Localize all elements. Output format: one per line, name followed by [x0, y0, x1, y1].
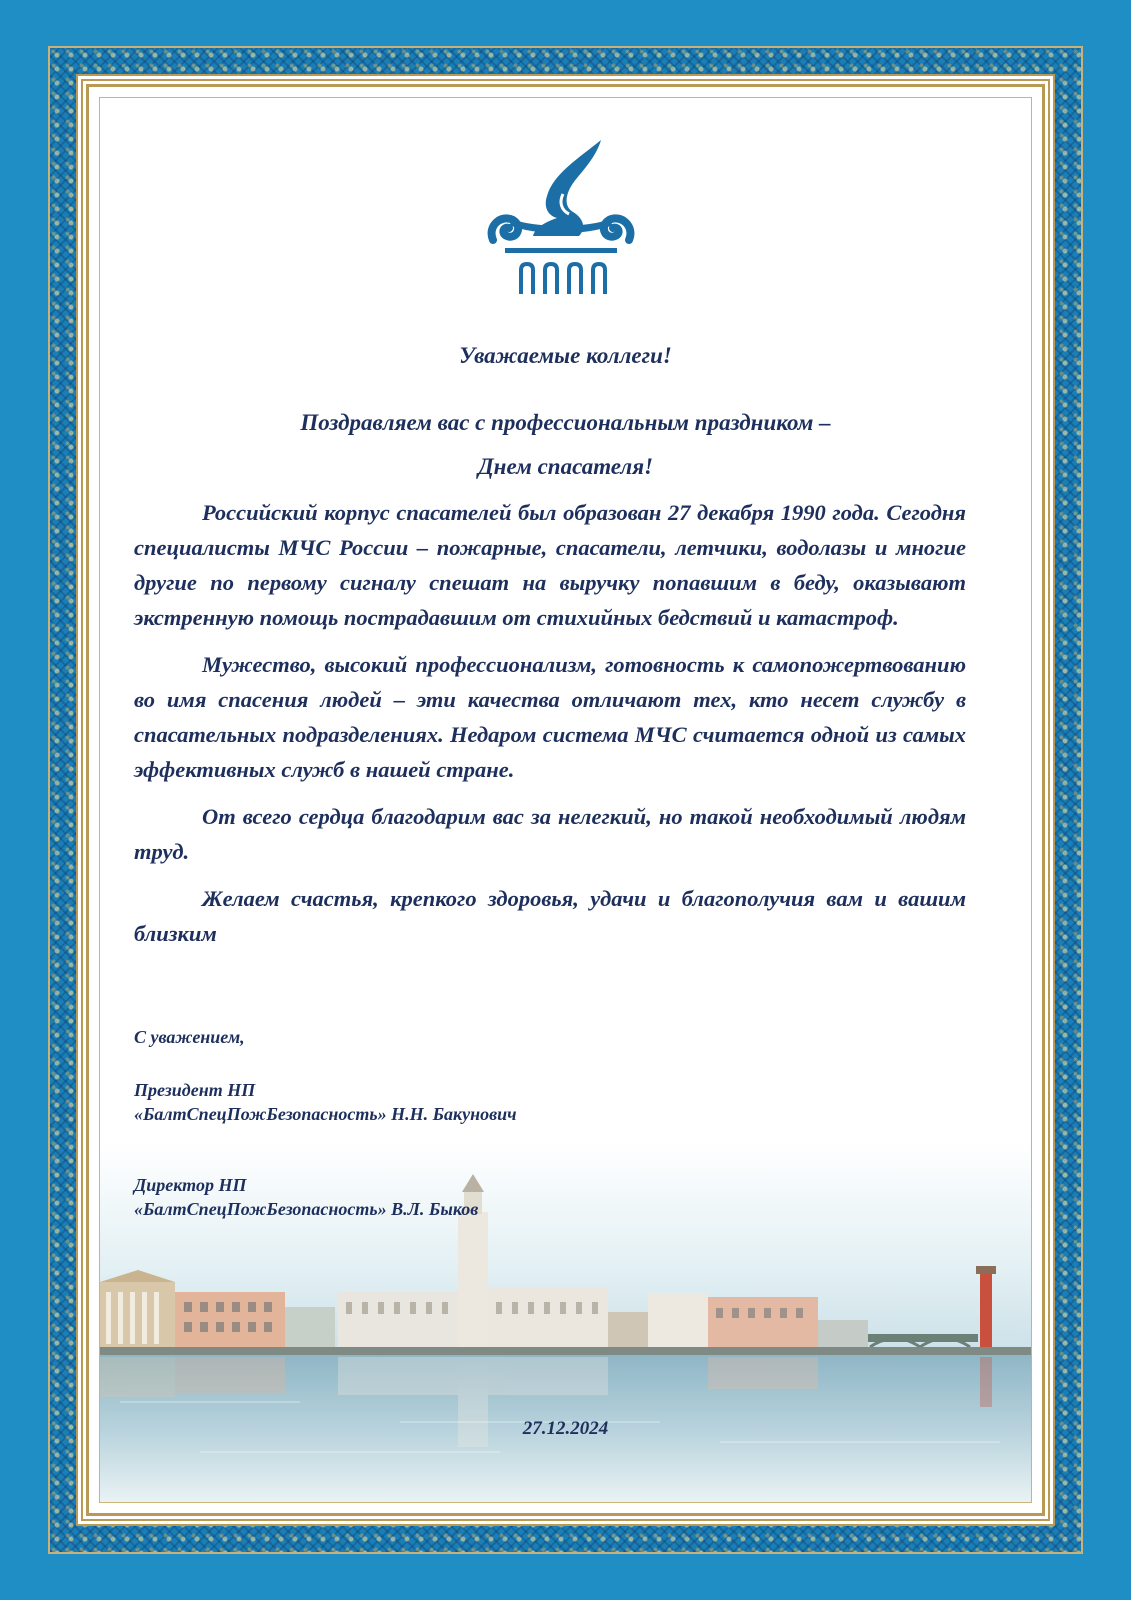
congrats-line-2: Днем спасателя! — [477, 454, 654, 479]
greeting-heading: Уважаемые коллеги! — [459, 343, 672, 368]
letter-sheet — [99, 97, 1032, 1503]
paragraph-courage: Мужество, высокий профессионализм, готовность к самопожертвованию во имя спасения людей – эти качества отличают тех, кто несет службу в спасательных подразделениях. Недаром система МЧС считается одной из самых эффективных служб в нашей стране. — [134, 652, 966, 782]
signature-director — [134, 1173, 478, 1221]
paragraph-thanks: От всего сердца благодарим вас за нелегкий, но такой необходимый людям труд. — [134, 804, 966, 864]
director-org-name: «БалтСпецПожБезопасность» В.Л. Быков — [134, 1199, 479, 1219]
signature-president — [134, 1078, 517, 1126]
president-org-name: «БалтСпецПожБезопасность» Н.Н. Бакунович — [134, 1104, 517, 1124]
congrats-line-1: Поздравляем вас с профессиональным праздником – — [300, 410, 831, 435]
closing-salutation: С уважением, — [134, 1027, 245, 1047]
president-title: Президент НП — [134, 1080, 256, 1100]
organization-logo — [483, 136, 639, 296]
director-title: Директор НП — [134, 1175, 247, 1195]
paragraph-founding: Российский корпус спасателей был образован 27 декабря 1990 года. Сегодня специалисты МЧС России – пожарные, спасатели, летчики, водолазы и многие другие по первому сигналу спешат на выручку попавшим в беду, оказывают экстренную помощь пострадавшим от стихийных бедствий и катастроф. — [134, 500, 966, 630]
letter-date: 27.12.2024 — [522, 1418, 609, 1439]
paragraph-wishes: Желаем счастья, крепкого здоровья, удачи и благополучия вам и вашим близким — [134, 886, 966, 946]
letter-body — [134, 495, 966, 963]
gold-frame — [86, 84, 1045, 1516]
